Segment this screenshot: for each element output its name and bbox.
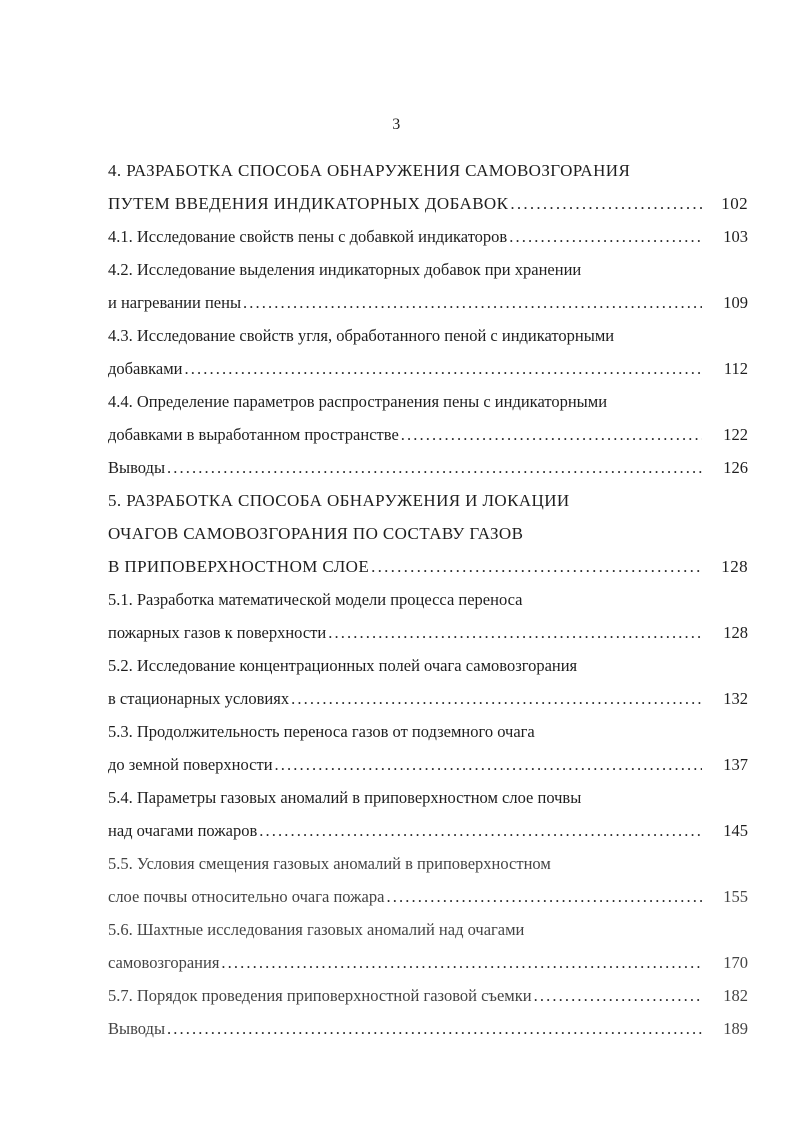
toc-item-5-2-line-1 bbox=[108, 649, 748, 682]
toc-section-5-page: 128 bbox=[721, 557, 748, 576]
toc-section-5-title-line-3 bbox=[108, 550, 748, 583]
toc-item-5-1-text-1: 5.1. Разработка математической модели процесса переноса bbox=[108, 590, 523, 609]
dot-leader bbox=[185, 352, 702, 385]
toc-item-5-6-page: 170 bbox=[723, 953, 748, 972]
dot-leader bbox=[534, 979, 702, 1012]
toc-item-5-2-text-2: в стационарных условиях bbox=[108, 689, 290, 708]
toc-item-5-1-page: 128 bbox=[723, 623, 748, 642]
toc-section-5-title-line-1 bbox=[108, 484, 748, 517]
toc-section-5-conclusions bbox=[108, 1012, 748, 1045]
toc-item-4-1-page: 103 bbox=[723, 227, 748, 246]
toc-item-4-3-text-1: 4.3. Исследование свойств угля, обработанного пеной с индикаторными bbox=[108, 326, 615, 345]
toc-item-4-3-text-2: добавками bbox=[108, 359, 183, 378]
toc-item-5-5-text-2: слое почвы относительно очага пожара bbox=[108, 887, 385, 906]
toc-item-4-4-text-1: 4.4. Определение параметров распространения пены с индикаторными bbox=[108, 392, 608, 411]
toc-item-4-2-page: 109 bbox=[723, 293, 748, 312]
toc-section-5-conclusions-label: Выводы bbox=[108, 1019, 166, 1038]
toc-item-5-4-page: 145 bbox=[723, 821, 748, 840]
dot-leader bbox=[259, 814, 702, 847]
toc-item-5-3-line-1 bbox=[108, 715, 748, 748]
toc-item-5-4-line-2 bbox=[108, 814, 748, 847]
dot-leader bbox=[371, 550, 702, 583]
toc-item-5-7 bbox=[108, 979, 748, 1012]
toc-section-4-page: 102 bbox=[721, 194, 748, 213]
toc-item-5-4-text-2: над очагами пожаров bbox=[108, 821, 258, 840]
dot-leader bbox=[167, 1012, 702, 1045]
toc-item-5-6-text-2: самовозгорания bbox=[108, 953, 220, 972]
toc-item-4-4-line-1 bbox=[108, 385, 748, 418]
dot-leader bbox=[509, 220, 702, 253]
toc-section-4-title-line-2 bbox=[108, 187, 748, 220]
toc-section-5-title-text-1: 5. РАЗРАБОТКА СПОСОБА ОБНАРУЖЕНИЯ И ЛОКАЦИИ bbox=[108, 491, 570, 510]
toc-item-5-1-line-1 bbox=[108, 583, 748, 616]
toc-section-4-conclusions-page: 126 bbox=[723, 458, 748, 477]
toc-section-4-title-text-1: 4. РАЗРАБОТКА СПОСОБА ОБНАРУЖЕНИЯ САМОВОЗГОРАНИЯ bbox=[108, 161, 631, 180]
toc-item-4-3-page: 112 bbox=[723, 359, 748, 378]
dot-leader bbox=[291, 682, 702, 715]
toc-item-5-4-text-1: 5.4. Параметры газовых аномалий в приповерхностном слое почвы bbox=[108, 788, 582, 807]
toc-item-5-5-page: 155 bbox=[723, 887, 748, 906]
toc-item-4-1 bbox=[108, 220, 748, 253]
dot-leader bbox=[167, 451, 702, 484]
toc-item-4-4-text-2: добавками в выработанном пространстве bbox=[108, 425, 399, 444]
toc-item-5-7-text: 5.7. Порядок проведения приповерхностной газовой съемки bbox=[108, 986, 532, 1005]
toc-item-5-2-page: 132 bbox=[723, 689, 748, 708]
dot-leader bbox=[328, 616, 702, 649]
toc-section-4-conclusions-label: Выводы bbox=[108, 458, 166, 477]
toc-item-4-2-text-2: и нагревании пены bbox=[108, 293, 242, 312]
toc-item-4-1-text: 4.1. Исследование свойств пены с добавкой индикаторов bbox=[108, 227, 508, 246]
toc-section-5-title-text-3: В ПРИПОВЕРХНОСТНОМ СЛОЕ bbox=[108, 557, 370, 576]
toc-item-4-2-line-2 bbox=[108, 286, 748, 319]
dot-leader bbox=[401, 418, 702, 451]
toc-item-4-2-text-1: 4.2. Исследование выделения индикаторных добавок при хранении bbox=[108, 260, 582, 279]
toc-section-4-title-line-1 bbox=[108, 154, 748, 187]
dot-leader bbox=[275, 748, 702, 781]
dot-leader bbox=[243, 286, 702, 319]
toc-item-4-3-line-1 bbox=[108, 319, 748, 352]
dot-leader bbox=[221, 946, 702, 979]
toc-item-5-5-text-1: 5.5. Условия смещения газовых аномалий в приповерхностном bbox=[108, 854, 551, 873]
page-number: 3 bbox=[392, 116, 401, 133]
toc-item-5-2-text-1: 5.2. Исследование концентрационных полей очага самовозгорания bbox=[108, 656, 578, 675]
toc-item-5-3-text-2: до земной поверхности bbox=[108, 755, 273, 774]
dot-leader bbox=[386, 880, 702, 913]
toc-item-5-1-line-2 bbox=[108, 616, 748, 649]
toc-item-5-2-line-2 bbox=[108, 682, 748, 715]
toc-item-5-4-line-1 bbox=[108, 781, 748, 814]
toc-item-5-6-line-1 bbox=[108, 913, 748, 946]
dot-leader bbox=[510, 187, 702, 220]
toc-item-5-3-line-2 bbox=[108, 748, 748, 781]
toc-item-5-1-text-2: пожарных газов к поверхности bbox=[108, 623, 327, 642]
toc-item-4-2-line-1 bbox=[108, 253, 748, 286]
toc-section-5-title-line-2 bbox=[108, 517, 748, 550]
toc-section-4-conclusions bbox=[108, 451, 748, 484]
toc-item-4-4-line-2 bbox=[108, 418, 748, 451]
toc-item-5-5-line-2 bbox=[108, 880, 748, 913]
toc-item-5-3-text-1: 5.3. Продолжительность переноса газов от подземного очага bbox=[108, 722, 535, 741]
table-of-contents bbox=[108, 154, 748, 1045]
toc-item-4-3-line-2 bbox=[108, 352, 748, 385]
toc-item-5-7-page: 182 bbox=[723, 986, 748, 1005]
toc-item-5-6-line-2 bbox=[108, 946, 748, 979]
toc-item-5-6-text-1: 5.6. Шахтные исследования газовых аномалий над очагами bbox=[108, 920, 525, 939]
toc-section-4-title-text-2: ПУТЕМ ВВЕДЕНИЯ ИНДИКАТОРНЫХ ДОБАВОК bbox=[108, 194, 509, 213]
toc-item-4-4-page: 122 bbox=[723, 425, 748, 444]
toc-item-5-5-line-1 bbox=[108, 847, 748, 880]
toc-section-5-title-text-2: ОЧАГОВ САМОВОЗГОРАНИЯ ПО СОСТАВУ ГАЗОВ bbox=[108, 524, 524, 543]
toc-item-5-3-page: 137 bbox=[723, 755, 748, 774]
toc-section-5-conclusions-page: 189 bbox=[723, 1019, 748, 1038]
